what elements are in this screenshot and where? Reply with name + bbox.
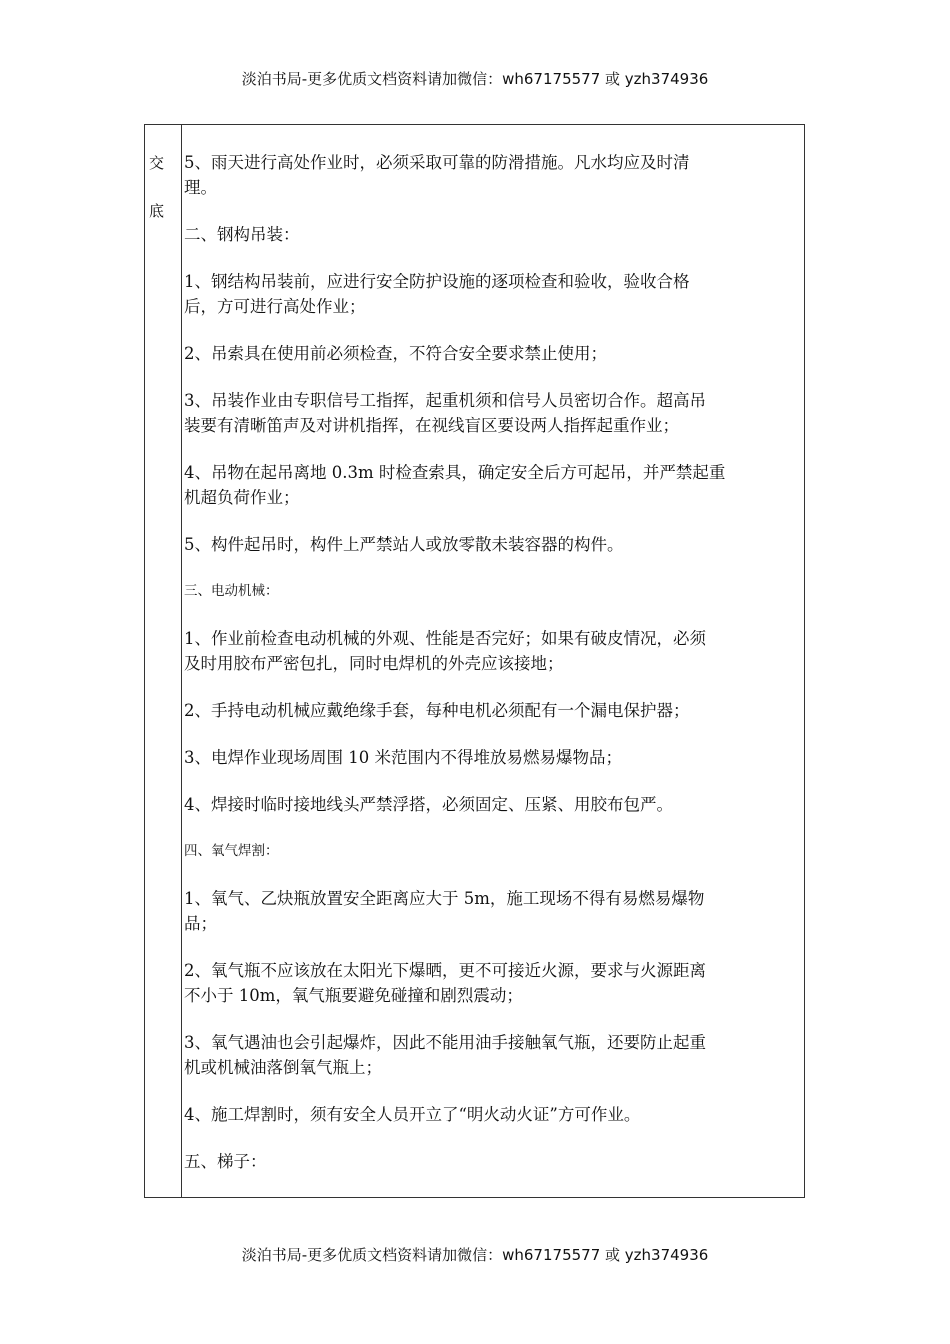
page-footer-watermark: 淡泊书局-更多优质文档资料请加微信：wh67175577 或 yzh374936 <box>241 1246 709 1264</box>
content-paragraph: 1、钢结构吊装前，应进行安全防护设施的逐项检查和验收，验收合格 后，方可进行高处作业； <box>184 272 690 316</box>
content-paragraph: 4、吊物在起吊离地 0.3m 时检查索具，确定安全后方可起吊，并严禁起重 机超负荷作业； <box>184 463 726 507</box>
content-paragraph: 1、氧气、乙炔瓶放置安全距离应大于 5m，施工现场不得有易燃易爆物 品； <box>184 889 705 933</box>
label-char-jiao: 交 <box>149 154 165 172</box>
content-paragraph: 二、钢构吊装： <box>184 225 300 244</box>
content-paragraph: 4、焊接时临时接地线头严禁浮搭，必须固定、压紧、用胶布包严。 <box>184 795 673 814</box>
content-paragraph: 2、吊索具在使用前必须检查，不符合安全要求禁止使用； <box>184 344 607 363</box>
content-paragraph: 五、梯子： <box>184 1152 267 1171</box>
content-paragraph: 四、氧气焊割： <box>184 843 279 859</box>
content-paragraph: 5、雨天进行高处作业时，必须采取可靠的防滑措施。凡水均应及时清 理。 <box>184 153 690 197</box>
disclosure-table <box>144 124 805 1198</box>
page-header-watermark: 淡泊书局-更多优质文档资料请加微信：wh67175577 或 yzh374936 <box>241 70 709 88</box>
label-column <box>145 125 182 1197</box>
content-paragraph: 3、吊装作业由专职信号工指挥，起重机须和信号人员密切合作。超高吊 装要有清晰笛声及对讲机指挥，在视线盲区要设两人指挥起重作业； <box>184 391 706 435</box>
content-column <box>184 150 799 1196</box>
content-paragraph: 2、氧气瓶不应该放在太阳光下爆晒，更不可接近火源，要求与火源距离 不小于 10m，氧气瓶要避免碰撞和剧烈震动； <box>184 961 706 1005</box>
content-paragraph: 1、作业前检查电动机械的外观、性能是否完好；如果有破皮情况，必须 及时用胶布严密包扎，同时电焊机的外壳应该接地； <box>184 629 706 673</box>
label-char-di: 底 <box>149 202 165 220</box>
content-paragraph: 三、电动机械： <box>184 583 279 599</box>
content-paragraph: 4、施工焊割时，须有安全人员开立了“明火动火证”方可作业。 <box>184 1105 641 1124</box>
content-paragraph: 5、构件起吊时，构件上严禁站人或放零散未装容器的构件。 <box>184 535 624 554</box>
content-paragraph: 3、氧气遇油也会引起爆炸，因此不能用油手接触氧气瓶，还要防止起重 机或机械油落倒氧气瓶上； <box>184 1033 706 1077</box>
content-paragraph: 2、手持电动机械应戴绝缘手套，每种电机必须配有一个漏电保护器； <box>184 701 690 720</box>
content-paragraph: 3、电焊作业现场周围 10 米范围内不得堆放易燃易爆物品； <box>184 748 622 767</box>
